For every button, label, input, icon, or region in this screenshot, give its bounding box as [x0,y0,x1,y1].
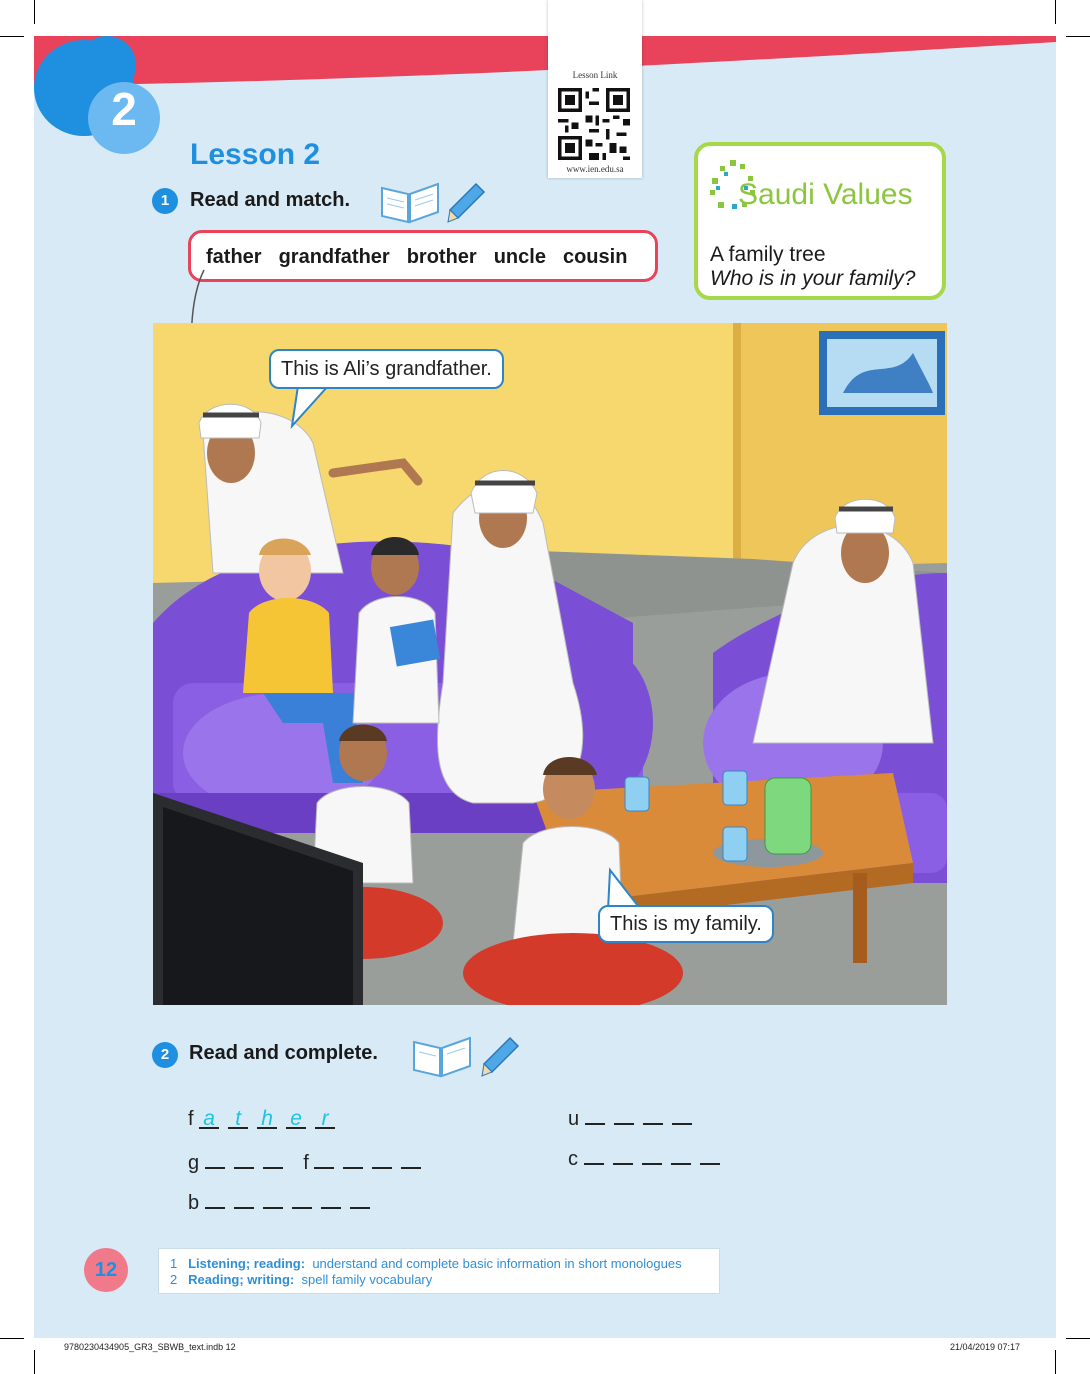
letter-blank[interactable] [343,1153,363,1169]
letter-blank[interactable] [372,1153,392,1169]
speech-bubble-grandfather: This is Ali’s grandfather. [269,349,504,389]
pencil-icon [480,1036,520,1078]
activity-1-instruction: Read and match. [190,189,351,211]
letter-blank[interactable] [263,1153,283,1169]
letter-blank[interactable] [314,1153,334,1169]
letter-blank[interactable] [613,1149,633,1165]
crop-mark [0,1338,24,1339]
letter-blank[interactable] [584,1149,604,1165]
pencil-icon [446,182,486,224]
letter-blank[interactable] [234,1193,254,1209]
word-completion-uncle [568,1108,701,1131]
letter-blank[interactable] [321,1193,341,1209]
word-father[interactable]: father [206,246,262,268]
letter-blank[interactable] [585,1109,605,1125]
crop-mark [1055,0,1056,24]
qr-url[interactable]: www.ien.edu.sa [566,164,624,174]
activity-2-number: 2 [152,1042,178,1068]
word-completion-cousin [568,1148,729,1171]
answer-letter[interactable]: t [228,1111,248,1129]
objective-number: 1 [170,1256,178,1271]
letter-blank[interactable] [263,1193,283,1209]
crop-mark [0,36,24,37]
saudi-values-title: Saudi Values [738,178,913,211]
lesson-title: Lesson 2 [190,138,321,171]
letter-blank[interactable] [672,1109,692,1125]
objectives-box [158,1248,720,1294]
saudi-values-question: Who is in your family? [710,267,916,290]
letter-blank[interactable] [401,1153,421,1169]
letter-blank[interactable] [700,1149,720,1165]
letter-blank[interactable] [614,1109,634,1125]
activity-2-instruction: Read and complete. [189,1042,378,1064]
word-cousin[interactable]: cousin [562,246,628,268]
print-slug-file: 9780230434905_GR3_SBWB_text.indb 12 [64,1342,236,1352]
saudi-values-line-1: A family tree [710,243,826,266]
answer-letter[interactable]: h [257,1111,277,1129]
qr-code-icon[interactable] [558,88,630,160]
letter-blank[interactable] [234,1153,254,1169]
speech-bubble-family: This is my family. [598,905,774,943]
letter-blank[interactable] [205,1193,225,1209]
crop-mark [1055,1350,1056,1374]
first-letter: c [568,1148,578,1170]
living-room-scene [153,323,947,1005]
header-band [34,36,1056,86]
letter-blank[interactable] [205,1153,225,1169]
bubble-tail-grandfather [288,384,336,430]
crop-mark [34,0,35,24]
word-uncle[interactable]: uncle [493,246,546,268]
objective-skill: Listening; reading: [188,1256,306,1271]
letter-blank[interactable] [350,1193,370,1209]
book-icon [378,180,442,224]
book-icon [410,1034,474,1078]
objective-skill: Reading; writing: [188,1272,295,1287]
letter-blank[interactable] [643,1109,663,1125]
page-number: 12 [84,1248,128,1292]
print-slug-date: 21/04/2019 07:17 [950,1342,1021,1352]
objective-1 [170,1256,682,1271]
answer-letter[interactable]: e [286,1111,306,1129]
family-illustration [153,323,947,1005]
word-completion-brother [188,1192,379,1215]
first-letter: f [188,1108,194,1130]
answer-letter[interactable]: a [199,1111,219,1129]
crop-mark [34,1350,35,1374]
word-completion-grandfather [188,1152,430,1175]
objective-text: understand and complete basic information in short monologues [312,1256,682,1271]
word-brother[interactable]: brother [406,246,477,268]
first-letter: g [188,1152,200,1174]
second-word-first-letter: f [303,1152,309,1174]
answer-letter[interactable]: r [315,1111,335,1129]
objective-2 [170,1272,432,1287]
objective-text: spell family vocabulary [301,1272,433,1287]
objective-number: 2 [170,1272,178,1287]
activity-1-number: 1 [152,188,178,214]
word-completion-father [188,1108,344,1131]
word-bank [206,246,644,269]
qr-label: Lesson Link [572,70,618,80]
letter-blank[interactable] [292,1193,312,1209]
first-letter: b [188,1192,200,1214]
crop-mark [1066,36,1090,37]
unit-number: 2 [111,83,137,135]
first-letter: u [568,1108,580,1130]
crop-mark [1066,1338,1090,1339]
letter-blank[interactable] [642,1149,662,1165]
letter-blank[interactable] [671,1149,691,1165]
word-grandfather[interactable]: grandfather [278,246,390,268]
